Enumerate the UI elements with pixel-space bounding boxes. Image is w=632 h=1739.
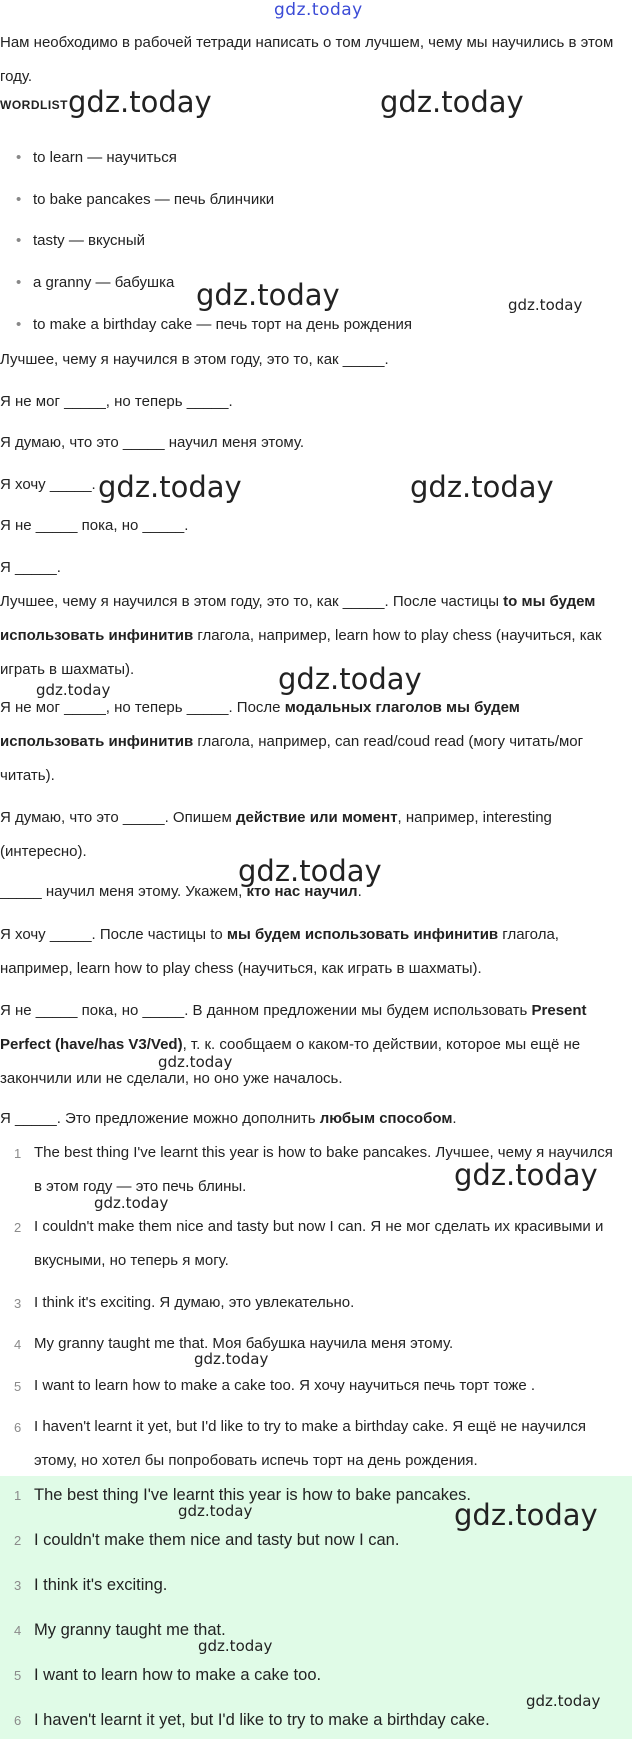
explanation-4: _____ научил меня этому. Укажем, кто нас научил. [0,883,362,900]
watermark: gdz.today [94,1194,169,1212]
watermark: gdz.today [198,1637,273,1655]
template-line: Я думаю, что это _____ научил меня этому. [0,434,305,451]
wordlist-label: WORDLIST [0,98,68,112]
template-line: Я _____. [0,559,61,576]
template-line: Я хочу _____. [0,476,96,493]
bullet-icon: • [16,274,22,291]
watermark: gdz.today [380,85,524,119]
watermark: gdz.today [526,1692,601,1710]
watermark: gdz.today [454,1498,598,1532]
explanation-1: Лучшее, чему я научился в этом году, это то, как _____. После частицы to мы будем использовать инфинитив глагола, например, learn how to play chess (научиться, как играть в шахматы). [0,593,602,678]
explanation-6: Я не _____ пока, но _____. В данном предложении мы будем использовать Present Perfect (have/has V3/Ved), т. к. сообщаем о каком-то действии, которое мы ещё не закончили или не сделали, но оно уже началось. [0,1002,587,1087]
watermark: gdz.today [238,854,382,888]
template-line: Я не мог _____, но теперь _____. [0,393,233,410]
watermark: gdz.today [454,1158,598,1192]
watermark: gdz.today [196,278,340,312]
watermark: gdz.today [178,1502,253,1520]
watermark: gdz.today [68,85,212,119]
watermark: gdz.today [36,681,111,699]
intro-text: Нам необходимо в рабочей тетради написать о том лучшем, чему мы научились в этом году. [0,34,614,85]
bullet-icon: • [16,316,22,333]
explanation-2: Я не мог _____, но теперь _____. После модальных глаголов мы будем использовать инфинитив глагола, например, can read/coud read (могу читать/мог читать). [0,699,584,784]
template-line: Лучшее, чему я научился в этом году, это то, как _____. [0,351,389,368]
explanation-5: Я хочу _____. После частицы to мы будем использовать инфинитив глагола, например, learn how to play chess (научиться, как играть в шахматы). [0,926,559,977]
watermark: gdz.today [158,1053,233,1071]
explanation-7: Я _____. Это предложение можно дополнить любым способом. [0,1110,457,1127]
watermark: gdz.today [278,662,422,696]
watermark: gdz.today [98,470,242,504]
watermark: gdz.today [410,470,554,504]
bullet-icon: • [16,149,22,166]
site-header[interactable]: gdz.today [274,0,363,20]
bullet-icon: • [16,191,22,208]
template-line: Я не _____ пока, но _____. [0,517,189,534]
watermark: gdz.today [194,1350,269,1368]
bullet-icon: • [16,232,22,249]
watermark: gdz.today [508,296,583,314]
explanation-3: Я думаю, что это _____. Опишем действие или момент, например, interesting (интересно). [0,809,552,860]
